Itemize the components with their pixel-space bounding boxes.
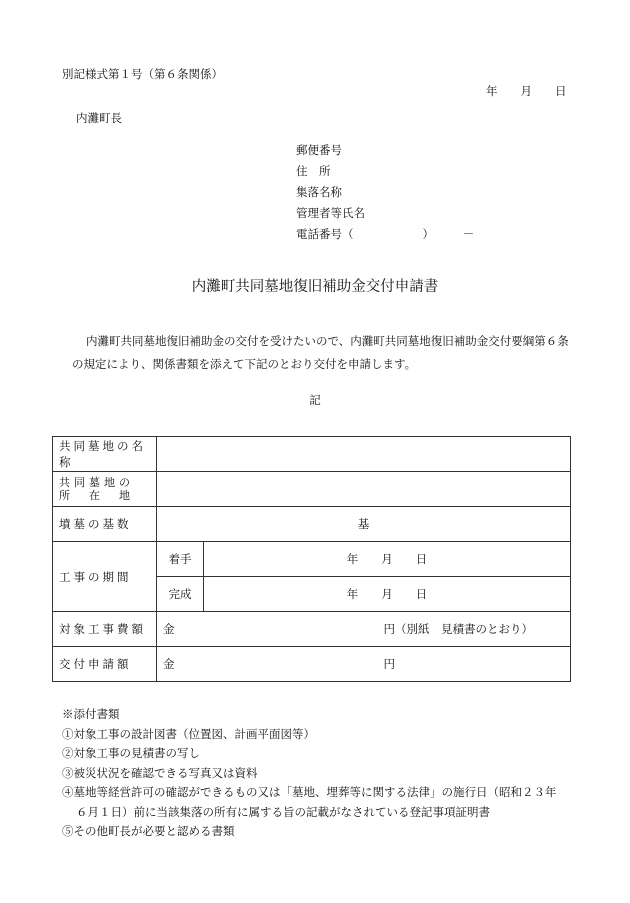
form-number: 別記様式第１号（第６条関係） [62, 67, 223, 81]
request-row [53, 647, 571, 682]
cost-suffix: 円（別紙 見積書のとおり） [383, 622, 533, 636]
cemetery-name-label: 共同墓地の名称 [53, 437, 157, 472]
start-date-field[interactable]: 年 月 日 [204, 542, 571, 577]
ki-heading: 記 [309, 393, 321, 407]
grave-count-field[interactable] [157, 507, 571, 542]
request-label: 交付申請額 [53, 647, 157, 682]
application-date: 年 月 日 [486, 84, 567, 98]
grave-count-label: 墳墓の基数 [53, 507, 157, 542]
cemetery-name-field[interactable] [157, 437, 571, 472]
start-label: 着手 [157, 542, 204, 577]
cemetery-location-field[interactable] [157, 472, 571, 507]
village-name-label: 集落名称 [296, 185, 342, 199]
postal-code-label: 郵便番号 [296, 143, 342, 157]
period-label: 工事の期間 [53, 542, 157, 612]
address-label: 住 所 [296, 164, 331, 178]
request-suffix: 円 [383, 657, 395, 671]
phone-label: 電話番号（ ） － [296, 227, 475, 241]
request-yen-prefix: 金 [163, 657, 175, 671]
end-label: 完成 [157, 577, 204, 612]
cost-row [53, 612, 571, 647]
grave-count-unit: 基 [357, 517, 370, 531]
application-table [52, 436, 571, 682]
addressee: 内灘町長 [76, 111, 122, 125]
cemetery-location-row [53, 472, 571, 507]
request-amount-field[interactable] [157, 647, 571, 682]
attachments-heading: ※添付書類 [62, 707, 120, 721]
cost-field[interactable] [157, 612, 571, 647]
attachment-item-continuation: ６月１日）前に当該集落の所有に属する旨の記載がなされている登記事項証明書 [76, 804, 490, 819]
cemetery-name-row [53, 437, 571, 472]
body-text: 内灘町共同墓地復旧補助金の交付を受けたいので、内灘町共同墓地復旧補助金交付要綱第６条の規定により、関係書類を添えて下記のとおり交付を申請します。 [72, 334, 569, 371]
grave-count-row [53, 507, 571, 542]
period-start-row [53, 542, 571, 577]
cemetery-location-label-line1: 共同墓地の [59, 476, 134, 489]
attachment-item: ⑤その他町長が必要と認める書類 [62, 824, 235, 838]
cemetery-location-label [53, 472, 157, 507]
attachment-item: ③被災状況を確認できる写真又は資料 [62, 765, 258, 780]
cost-label: 対象工事費額 [53, 612, 157, 647]
attachment-item: ②対象工事の見積書の写し [62, 746, 200, 760]
cost-yen-prefix: 金 [163, 622, 175, 636]
attachments [62, 705, 557, 842]
applicant-block [296, 140, 474, 245]
manager-name-label: 管理者等氏名 [296, 206, 365, 220]
attachment-item: ①対象工事の設計図書（位置図、計画平面図等） [62, 726, 315, 741]
document-title: 内灘町共同墓地復旧補助金交付申請書 [191, 279, 439, 295]
attachment-item: ④墓地等経営許可の確認ができるもの又は「墓地、埋葬等に関する法律」の施行日（昭和２３年 [62, 785, 557, 799]
cemetery-location-label-line2: 所 在 地 [59, 489, 134, 502]
end-date-field[interactable]: 年 月 日 [204, 577, 571, 612]
